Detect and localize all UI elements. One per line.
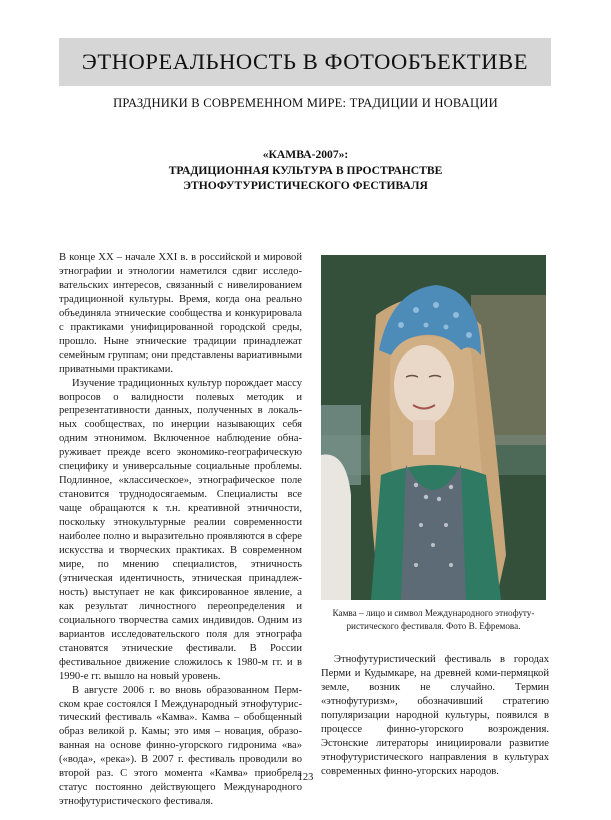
section-heading: ПРАЗДНИКИ В СОВРЕМЕННОМ МИРЕ: ТРАДИЦИИ И НОВАЦИИ	[113, 96, 498, 110]
page-number: 123	[297, 772, 314, 783]
banner-title: ЭТНОРЕАЛЬНОСТЬ В ФОТООБЪЕКТИВЕ	[81, 49, 529, 74]
article-title-line: ЭТНОФУТУРИСТИЧЕСКОГО ФЕСТИВАЛЯ	[183, 179, 428, 192]
body-paragraph: Изучение традиционных культур порождает массу вопросов о валидности полевых методик и репрезентативности данных, полученных в локальных сообществах, по инерции называющих себя одним этнонимом. Включенное наблюдение обнаруживает прежде всего экономико-географическую специфику и универсальные социальные проблемы. Подлинное, «классическое», этнографическое поле становится труднодосягаемым. Специалисты все чаще обращаются к т.н. креативной этничности, поскольку этнокультурные реалии современности наиболее полно и выразительно проявляются в сфере искусства и творческих практиках. В современном мире, по мнению специалистов, этничность (этническая идентичность, этническая принадлежность) выступает не как фиксированное явление, а как результат личностного переопределения и социального творчества самих индивидов. Одним из вариантов исследовательского поля для этнографа становятся этнические фестивали. В России фестивальное движение сложилось к 1980-м гг. и в 1990-е гг. вышло на новый уровень.	[59, 377, 302, 682]
festival-photo	[321, 255, 546, 600]
body-paragraph: Этнофутуристический фестиваль в городах Перми и Кудымкаре, на древней коми-пермяцкой земле, возник не случайно. Термин «этнофутуризм», обозначивший стратегию популяризации народной культуры, появился в процессе финно-угорского возрождения. Эстонские литераторы инициировали развитие этнофутуристического направления в культурах современных финно-угорских народов.	[321, 654, 549, 777]
body-paragraph: В конце XX – начале XXI в. в российской и мировой этнографии и этнологии наметился сдвиг исследовательских интересов, связанный с нивелированием традиционной культуры. Время, когда она реально объединяла этнические сообщества и конкурировала с практиками унифицированной городской среды, прошло. Ныне этнические традиции принадлежат семейным группам; они представлены вариативными приватными практиками.	[59, 252, 302, 375]
article-title-line: «КАМВА-2007»:	[262, 148, 349, 161]
article-title-line: ТРАДИЦИОННАЯ КУЛЬТУРА В ПРОСТРАНСТВЕ	[168, 163, 443, 177]
header-banner	[59, 38, 551, 86]
photo-caption: Камва – лицо и символ Международного этнофутуристического фестиваля. Фото В. Ефремова.	[332, 608, 535, 631]
right-column	[321, 653, 549, 779]
article-title	[0, 147, 611, 194]
body-paragraph: В августе 2006 г. во вновь образованном Пермском крае состоялся I Международный этнофутуристический фестиваль «Камва». Камва – обобщенный образ великой р. Камы; это имя – новация, образованная на основе финно-угорского гидронима «ва» («вода», «река»). В 2007 г. фестиваль проводили во второй раз. С этого момента «Камва» приобрела статус постоянно действующего Международного этнофутуристического фестиваля.	[59, 684, 302, 808]
left-column	[59, 251, 302, 809]
